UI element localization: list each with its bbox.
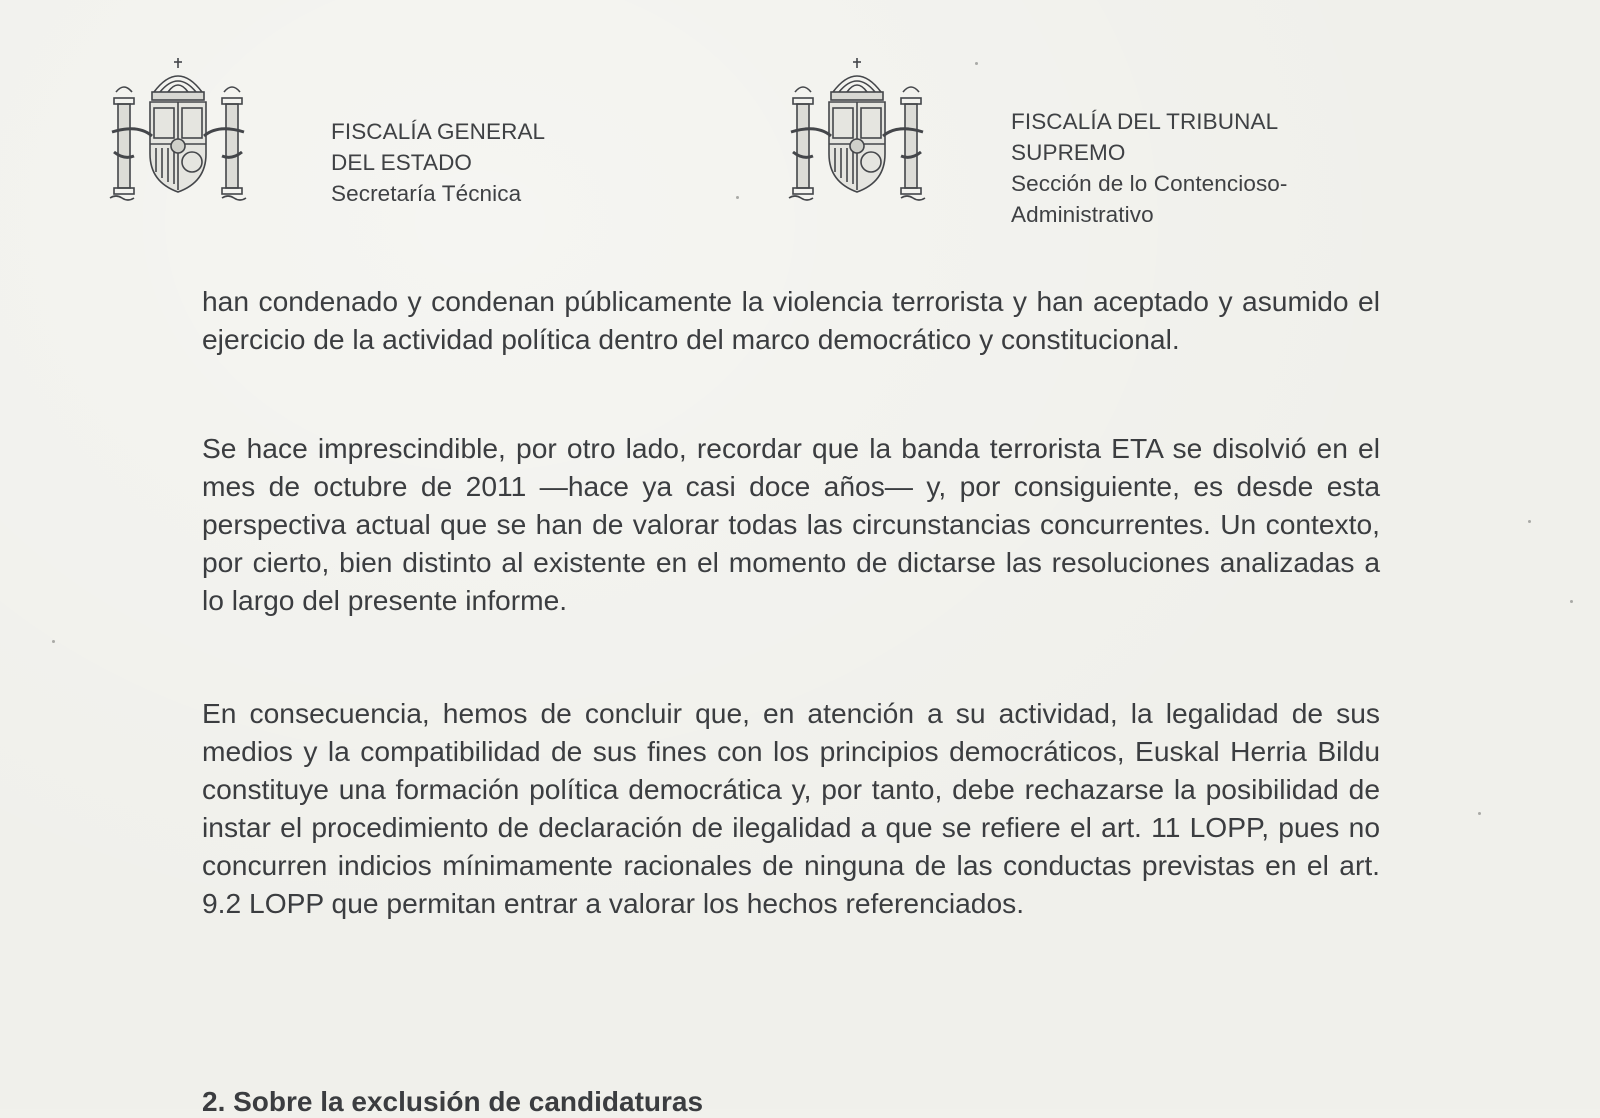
paragraph-3-block — [202, 694, 1380, 923]
header-left-line2: DEL ESTADO — [331, 150, 473, 175]
scan-speck — [52, 640, 55, 643]
paragraph: Se hace imprescindible, por otro lado, recordar que la banda terrorista ETA se disolvió en el mes de octubre de 2011 —hace ya casi doce años— y, por consiguiente, es desde esta perspectiva actual que se han de valorar todas las circunstancias concurrentes. Un contexto, por cierto, bien distinto al existente en el momento de dictarse las resoluciones analizadas a lo largo del presente informe. — [202, 432, 1380, 617]
scan-speck — [736, 196, 739, 199]
header-left-text — [331, 116, 545, 209]
paragraph-2-block — [202, 429, 1380, 619]
scan-speck — [1478, 812, 1481, 815]
spain-coat-of-arms-icon — [108, 52, 248, 202]
header-left-line1: FISCALÍA GENERAL — [331, 119, 546, 144]
header-right-line2: SUPREMO — [1011, 140, 1126, 165]
scan-speck — [1570, 600, 1573, 603]
scan-speck — [1528, 520, 1531, 523]
scan-speck — [975, 62, 978, 65]
header-right-line4: Administrativo — [1011, 202, 1154, 227]
paragraph: han condenado y condenan públicamente la violencia terrorista y han aceptado y asumido el ejercicio de la actividad política dentro del marco democrático y constitucional. — [202, 285, 1380, 356]
section-heading: 2. Sobre la exclusión de candidaturas — [202, 1086, 704, 1117]
paragraph: En consecuencia, hemos de concluir que, en atención a su actividad, la legalidad de sus medios y la compatibilidad de sus fines con los principios democráticos, Euskal Herria Bildu constituye una formación política democrática y, por tanto, debe rechazarse la posibilidad de instar el procedimiento de declaración de ilegalidad a que se refiere el art. 11 LOPP, pues no concurren indicios mínimamente racionales de ninguna de las conductas previstas en el art. 9.2 LOPP que permitan entrar a valorar los hechos referenciados. — [202, 697, 1380, 920]
spain-coat-of-arms-icon — [787, 52, 927, 202]
header-right-line3: Sección de lo Contencioso- — [1011, 171, 1288, 196]
header-right-line1: FISCALÍA DEL TRIBUNAL — [1011, 109, 1279, 134]
header-right-text — [1011, 106, 1288, 230]
paragraph-1-block — [202, 282, 1380, 358]
header-left-line3: Secretaría Técnica — [331, 181, 522, 206]
